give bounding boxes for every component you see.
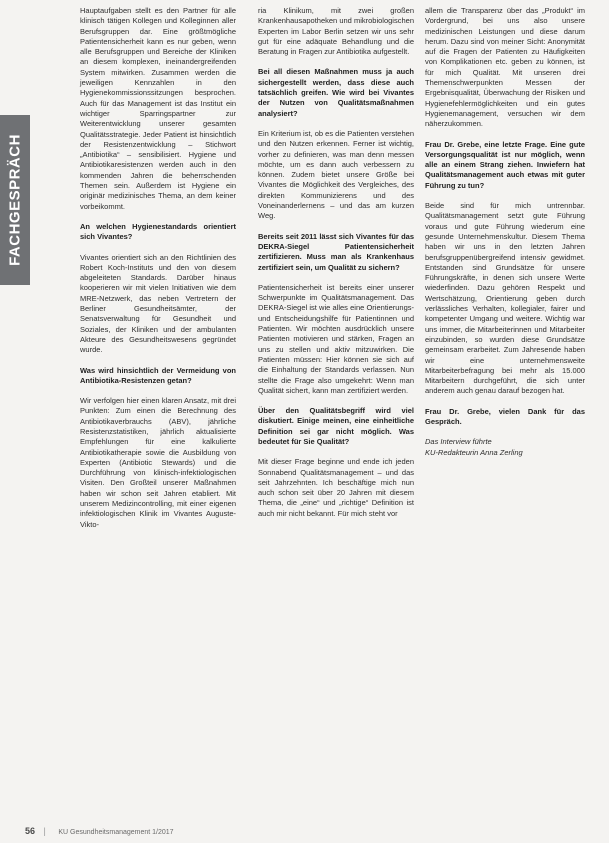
signature-line: Das Interview führte (425, 437, 492, 447)
signature-line: KU-Redakteurin Anna Zerling (425, 447, 523, 457)
answer-paragraph: Wir verfolgen hier einen klaren Ansatz, mit drei Punkten: Zum einen die Berechnung des Antibiotikaverbrauchs (ABV), jährliche Resistenzstatistiken, jährlich aktualisierte Empfehlungen für eine kalkulierte Antibiotikatherapie sowie die Ausbildung von Experten (Antibiotic Stewards) und die Durchführung von klinisch-infektiologischen Visiten. Den Großteil unserer Maßnahmen haben wir schon seit Jahren etabliert. Mit unserem Medizincontrolling, mit einer eigenen infektiologischen Klinik im Vivantes Auguste-Vikto- (80, 396, 236, 529)
text-column-3 (425, 6, 585, 468)
answer-paragraph: Mit dieser Frage beginne und ende ich jeden Sonnabend Qualitätsmanagement – und das seit Jahrzehnten. Ich beschäftige mich nun auch schon seit über 20 Jahren mit diesem Thema, die „eine“ und „richtige“ Definition ist auch mir nicht bekannt. Für mich steht vor (258, 457, 414, 518)
interview-question: Bei all diesen Maßnahmen muss ja auch sichergestellt werden, dass diese auch tatsächlich greifen. Wie wird bei Vivantes der Nutzen von Qualitätsmaßnahmen analysiert? (258, 67, 414, 118)
answer-paragraph: Ein Kriterium ist, ob es die Patienten verstehen und den Nutzen erkennen. Ferner ist wichtig, vorher zu definieren, was man denn messen möchte, um es dann auch verbessern zu können. Zudem bietet unsere Größe bei Vivantes die Möglichkeit des Vergleiches, des direkten Kommunizierens und des Voneinanderlernens – und das am kurzen Weg. (258, 128, 414, 221)
answer-paragraph: Patientensicherheit ist bereits einer unserer Schwerpunkte im Qualitätsmanagement. Das DEKRA-Siegel ist wie alles eine Orientierungs- und Entscheidungshilfe für Patientinnen und Patienten. Wir möchten ausdrücklich unsere Patienten motivieren und stärken, Fragen an uns zu stellen und aktiv mitzuwirken. Die Patienten müssen: Hier können sie sich auf die Einhaltung der Standards verlassen. Nun stellte die Frage also umgekehrt: Wenn man Qualität sichert, kann man zertifiziert werden. (258, 282, 414, 395)
publication-name: KU Gesundheitsmanagement 1/2017 (58, 829, 174, 836)
section-tab (0, 115, 30, 285)
interview-question: Frau Dr. Grebe, vielen Dank für das Gespräch. (425, 406, 585, 426)
footer-separator: | (43, 826, 46, 836)
answer-paragraph: Beide sind für mich untrennbar. Qualitätsmanagement setzt gute Führung voraus und gute Führung wiederum eine gesunde Unternehmenskultur. Diesem Thema haben wir uns in den letzten Jahren berufsgruppenübergreifend intensiv gewidmet. Entstanden sind Grundsätze für unsere Führungskräfte, in denen sich unsere Werte wiederfinden. Dazu gehören Respekt und Wertschätzung, Orientierung geben durch verlässliches Verhalten, kollegialer, fairer und kompetenter Umgang und weitere. Wichtig war uns immer, die Mitarbeiterinnen und Mitarbeiter einzubinden, so wurden diese Grundsätze gemeinsam erarbeitet. Zum Jahresende haben wir eine unternehmensweite Mitarbeiterbefragung bei mehr als 15.000 Mitarbeitern durchgeführt, die sich unter anderem auch genau darauf bezogen hat. (425, 201, 585, 396)
interview-signature (425, 437, 585, 458)
page-number: 56 (25, 826, 36, 836)
answer-paragraph: allem die Transparenz über das „Produkt“ im Vordergrund, bei uns also unsere medizinischen Leistungen und diese darum herum. Dazu sind von meiner Sicht: Anonymität auf die Fragen der Patienten zu Häufigkeiten von Komplikationen etc. geben zu können, ist für mich Qualität. Mit unseren drei Themenschwerpunkten Messen der Ergebnisqualität, Überwachung der Risiken und Hygienefehlermöglichkeiten und ein gutes Hygienemanagement, versuchen wir dem näherzukommen. (425, 6, 585, 129)
page-footer (25, 826, 174, 836)
text-column-2 (258, 6, 414, 529)
answer-paragraph: Vivantes orientiert sich an den Richtlinien des Robert Koch-Instituts und den von diesem abgeleiteten Standards. Darüber hinaus kooperieren wir mit vielen Initiativen wie dem MRE-Netzwerk, das neben Vertretern der Berliner Gesundheitsämter, der Senatsverwaltung für Gesundheit und Soziales, der Kliniken und der ambulanten Akteure des Gesundheitswesens gegründet wurde. (80, 252, 236, 355)
interview-question: Bereits seit 2011 lässt sich Vivantes für das DEKRA-Siegel Patientensicherheit zertifizieren. Muss man als Krankenhaus zertifiziert sein, um Qualität zu sichern? (258, 231, 414, 272)
interview-question: Frau Dr. Grebe, eine letzte Frage. Eine gute Versorgungsqualität ist nur möglich, wenn alle an einem Strang ziehen. Inwiefern hat Qualitätsmanagement auch etwas mit guter Führung zu tun? (425, 139, 585, 190)
text-column-1 (80, 6, 236, 540)
answer-paragraph: Hauptaufgaben stellt es den Partner für alle klinisch tätigen Kollegen und Kolleginnen aller Berufsgruppen dar. Eine größtmögliche Patientensicherheit kann es nur geben, wenn alle Berufsgruppen und Bereiche der Kliniken an diesem komplexen, ineinandergreifenden System mitwirken. Zusammen werden die jeweiligen Kennzahlen in den Hygienekommissionssitzungen besprochen. Auch für das Management ist das Institut ein wichtiger Sparringspartner zur Weiterentwicklung unserer gesamten Qualitätsstrategie. Jeder Patient ist hinsichtlich der Resistenzentwicklung – Stichwort „Antibiotika“ – sensibilisiert. Hygiene und Antibiotikaresistenzen werden auch in den kommenden Jahren die beherrschenden Themen sein. Außerdem ist Hygiene ein originär medizinisches Thema, an dem keiner vorbeikommt. (80, 6, 236, 211)
interview-question: Was wird hinsichtlich der Vermeidung von Antibiotika-Resistenzen getan? (80, 365, 236, 385)
interview-question: An welchen Hygienestandards orientiert sich Vivantes? (80, 221, 236, 242)
answer-paragraph: ria Klinikum, mit zwei großen Krankenhausapotheken und mikrobiologischen Experten im Labor Berlin setzen wir uns sehr gut für eine adäquate Behandlung und die Beratung in Fragen zur Antibiotika aufgestellt. (258, 6, 414, 57)
interview-question: Über den Qualitätsbegriff wird viel diskutiert. Einige meinen, eine einheitliche Definition sei gar nicht möglich. Was bedeutet für Sie Qualität? (258, 406, 414, 446)
section-label: FACHGESPRÄCH (6, 134, 24, 266)
